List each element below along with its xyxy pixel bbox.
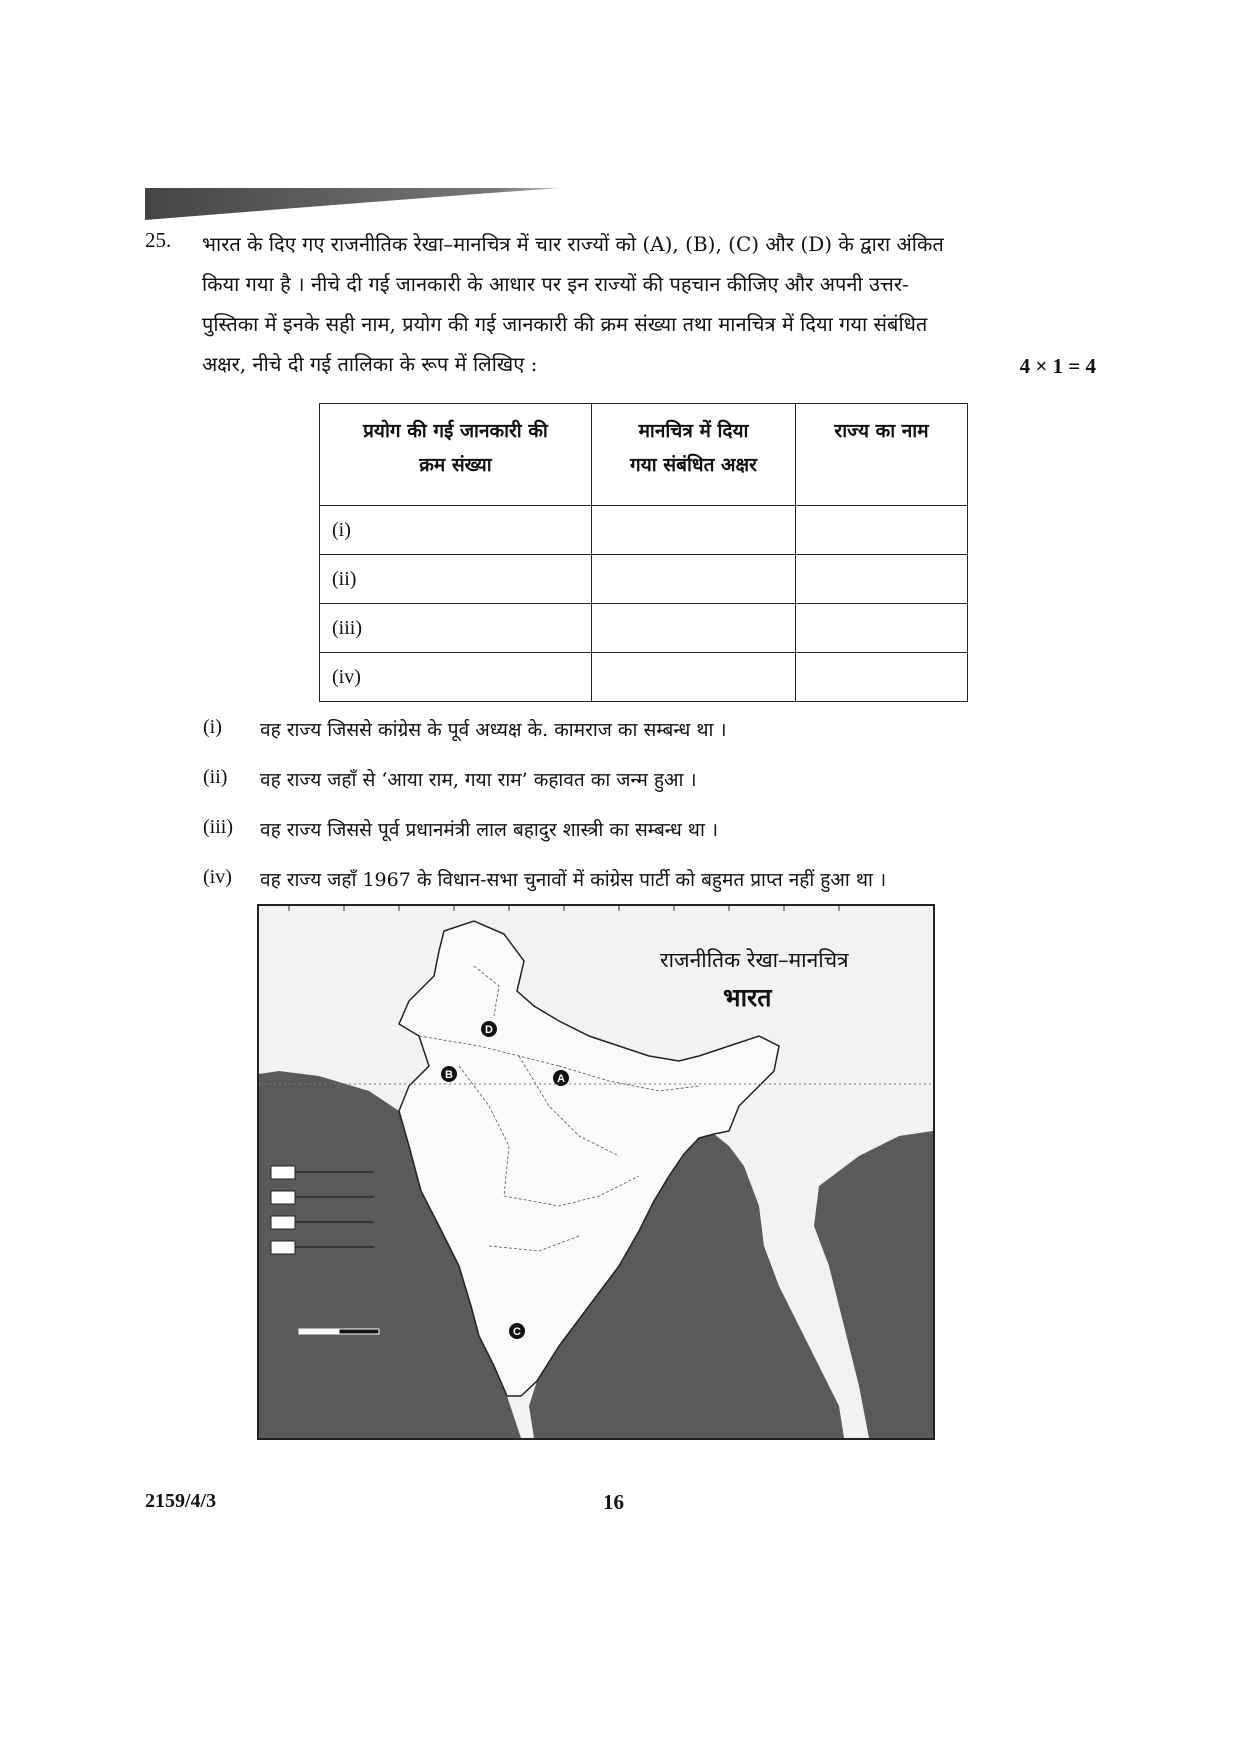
header-text: गया संबंधित अक्षर	[630, 454, 757, 476]
marker-label: C	[513, 1326, 521, 1338]
top-ticks	[289, 906, 839, 911]
question-line: पुस्तिका में इनके सही नाम, प्रयोग की गई जानकारी की क्रम संख्या तथा मानचित्र में दिया गया संबंधित	[202, 312, 928, 336]
marker-label: D	[485, 1024, 493, 1036]
row-label: (ii)	[320, 555, 592, 604]
blank-cell	[796, 604, 968, 653]
question-line: किया गया है । नीचे दी गई जानकारी के आधार पर इन राज्यों की पहचान कीजिए और अपनी उत्तर-	[202, 272, 909, 296]
clue-number: (ii)	[203, 766, 228, 788]
clue-number: (iii)	[203, 816, 233, 838]
header-text: मानचित्र में दिया	[638, 420, 749, 442]
map-marker-b	[441, 1066, 457, 1082]
map-subtitle: भारत	[723, 983, 772, 1012]
clue-text: वह राज्य जिससे पूर्व प्रधानमंत्री लाल बहादुर शास्त्री का सम्बन्ध था ।	[260, 819, 719, 841]
blank-cell	[592, 604, 796, 653]
table-row	[320, 555, 968, 604]
header-text: प्रयोग की गई जानकारी की	[363, 420, 548, 442]
clue-number: (i)	[203, 716, 222, 738]
marks-allocation: 4 × 1 = 4	[1019, 354, 1096, 378]
blank-cell	[592, 506, 796, 555]
map-marker-a	[553, 1070, 569, 1086]
page-number: 16	[603, 1490, 624, 1514]
question-line: भारत के दिए गए राजनीतिक रेखा–मानचित्र में चार राज्यों को (A), (B), (C) और (D) के द्वारा अंकित	[202, 232, 944, 256]
answer-table	[319, 403, 968, 702]
marker-label: B	[445, 1069, 453, 1081]
blank-cell	[592, 653, 796, 702]
row-label: (i)	[320, 506, 592, 555]
question-line: अक्षर, नीचे दी गई तालिका के रूप में लिखिए :	[202, 352, 538, 376]
india-political-map	[257, 904, 935, 1440]
blank-cell	[796, 555, 968, 604]
map-title: राजनीतिक रेखा–मानचित्र	[660, 948, 849, 972]
header-text: क्रम संख्या	[419, 454, 492, 476]
table-header-row	[320, 404, 968, 506]
paper-code: 2159/4/3	[145, 1490, 217, 1512]
clue-text: वह राज्य जहाँ से ‘आया राम, गया राम’ कहावत का जन्म हुआ ।	[260, 769, 697, 791]
header-text: राज्य का नाम	[834, 420, 929, 442]
header-map-letter	[592, 404, 796, 506]
question-number: 25.	[145, 228, 172, 252]
marker-label: A	[557, 1073, 565, 1085]
map-marker-c	[509, 1323, 525, 1339]
header-serial-number	[320, 404, 592, 506]
map-drawing	[259, 906, 933, 1438]
blank-cell	[796, 506, 968, 555]
scale-bar	[299, 1329, 379, 1334]
header-bar	[145, 188, 560, 220]
blank-cell	[796, 653, 968, 702]
header-state-name	[796, 404, 968, 506]
map-marker-d	[481, 1021, 497, 1037]
clue-text: वह राज्य जहाँ 1967 के विधान-सभा चुनावों में कांग्रेस पार्टी को बहुमत प्राप्त नहीं हुआ था ।	[260, 869, 887, 891]
row-label: (iv)	[320, 653, 592, 702]
question-text	[202, 224, 1097, 384]
row-label: (iii)	[320, 604, 592, 653]
table-row	[320, 506, 968, 555]
clue-text: वह राज्य जिससे कांग्रेस के पूर्व अध्यक्ष के. कामराज का सम्बन्ध था ।	[260, 719, 727, 741]
clue-number: (iv)	[203, 866, 232, 888]
table-row	[320, 604, 968, 653]
blank-cell	[592, 555, 796, 604]
table-row	[320, 653, 968, 702]
